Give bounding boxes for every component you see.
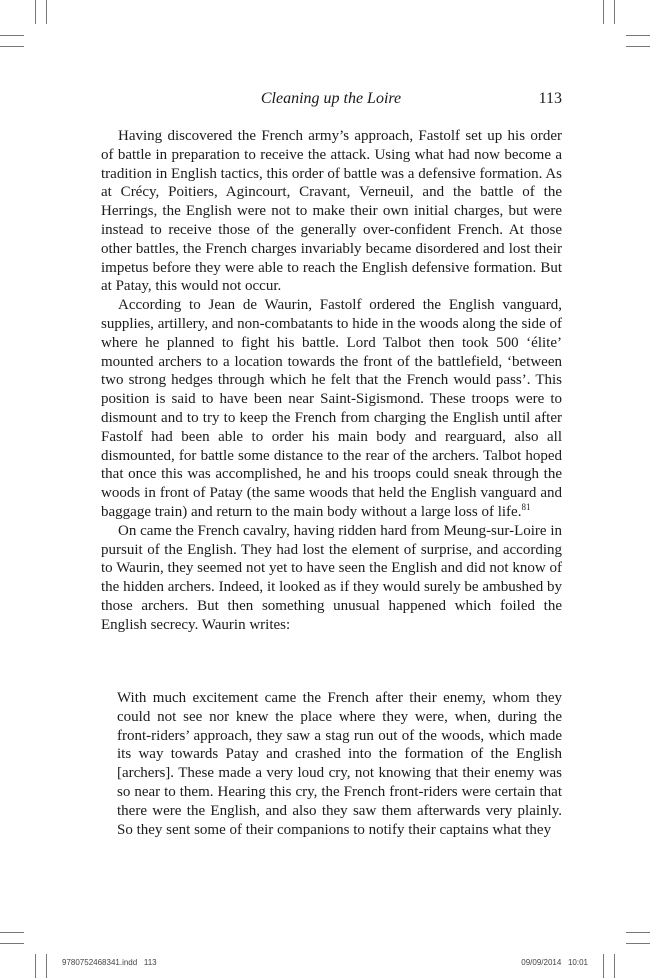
crop-mark xyxy=(0,932,24,933)
crop-mark xyxy=(614,954,615,978)
crop-mark xyxy=(626,35,650,36)
footnote-reference: 81 xyxy=(521,501,531,512)
crop-mark xyxy=(0,46,24,47)
slug-date: 09/09/2014 10:01 xyxy=(521,958,588,967)
crop-mark xyxy=(0,35,24,36)
body-text xyxy=(101,127,562,635)
crop-mark xyxy=(35,0,36,24)
crop-mark xyxy=(626,943,650,944)
block-quote: With much excitement came the French after their enemy, whom they could not see nor knew the place where they were, when, during the front-riders’ approach, they saw a stag run out of the woods, which made its way towards Patay and crashed into the formation of the English [archers]. These made a very loud cry, not knowing that their enemy was so near to them. Hearing this cry, the French front-riders were certain that there were the English, and also they saw them afterwards very plainly. So they sent some of their companions to notify their captains what they xyxy=(117,690,562,838)
crop-mark xyxy=(603,0,604,24)
running-title: Cleaning up the Loire xyxy=(260,90,402,107)
paragraph-text: According to Jean de Waurin, Fastolf ordered the English vanguard, supplies, artillery, and non-combatants to hide in the woods along the side of where he planned to fight his battle. Lord Talbot then took 500 ‘élite’ mounted archers to a location towards the front of the battlefield, ‘between two strong hedges through which he felt that the French would pass’. This position is said to have been near Saint-Sigismond. These troops were to dismount and to try to keep the French from charging the English until after Fastolf had been able to order his main body and rearguard, also all dismounted, for battle some distance to the rear of the archers. Talbot hoped that once this was accomplished, he and his troops could sneak through the woods in front of Patay (the same woods that held the English vanguard and baggage train) and return to the main body without a large loss of life. xyxy=(101,297,562,520)
crop-mark xyxy=(626,46,650,47)
paragraph xyxy=(101,296,562,522)
crop-mark xyxy=(603,954,604,978)
crop-mark xyxy=(0,943,24,944)
crop-mark xyxy=(46,954,47,978)
crop-mark xyxy=(614,0,615,24)
paragraph: On came the French cavalry, having ridden hard from Meung-sur-Loire in pursuit of the English. They had lost the element of surprise, and according to Waurin, they seemed not yet to have seen the English and did not know of the hidden archers. Indeed, it looked as if they would surely be ambushed by those archers. But then something unusual happened which foiled the English secrecy. Waurin writes: xyxy=(101,522,562,633)
running-header xyxy=(100,90,562,112)
crop-mark xyxy=(35,954,36,978)
page-number: 113 xyxy=(538,90,562,107)
crop-mark xyxy=(46,0,47,24)
crop-mark xyxy=(626,932,650,933)
paragraph: Having discovered the French army’s approach, Fastolf set up his order of battle in preparation to receive the attack. Using what had now become a tradition in English tactics, this order of battle was a defensive formation. As at Crécy, Poitiers, Agincourt, Cravant, Verneuil, and the battle of the Herrings, the English were not to make their own initial charges, but were instead to receive those of the generally over-confident French. At those other battles, the French charges invariably became disordered and lost their impetus before they were able to reach the English defensive formation. But at Patay, this would not occur. xyxy=(101,128,562,295)
slug-file: 9780752468341.indd 113 xyxy=(62,958,157,967)
